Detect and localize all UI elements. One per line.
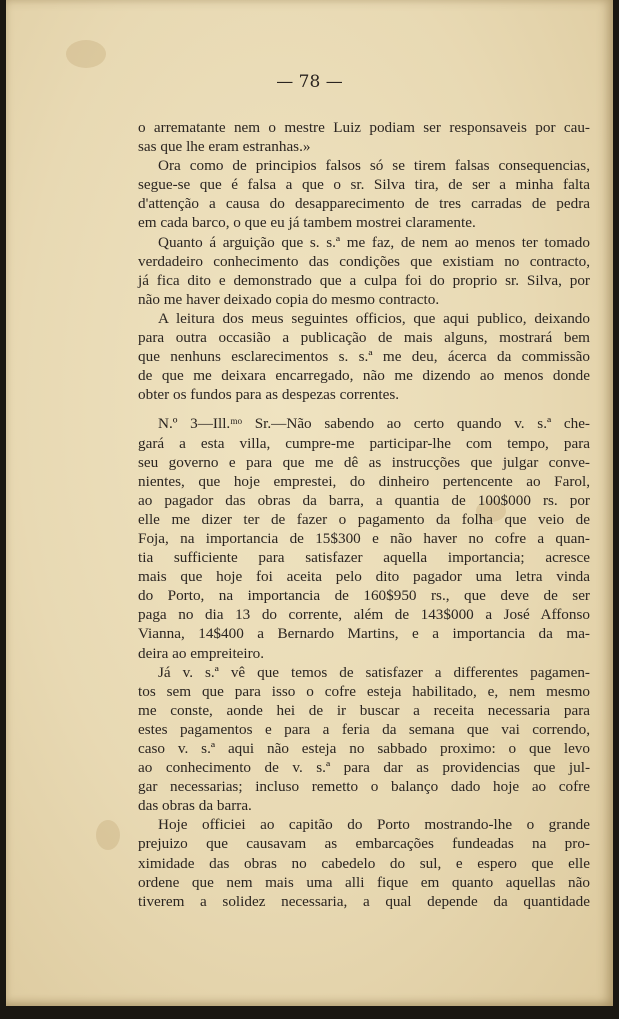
paragraph <box>138 815 590 910</box>
text-line: elle me dizer ter de fazer o pagamento da folha que veio de <box>138 510 590 528</box>
text-line: Foja, na importancia de 15$300 e não haver no cofre a quan- <box>138 529 590 547</box>
text-line: das obras da barra. <box>138 797 252 815</box>
paper-stain <box>96 820 120 850</box>
text-line: estes pagamentos e para a feria da semana que vai correndo, <box>138 720 590 738</box>
text-line: ao pagador das obras da barra, a quantia de 100$000 rs. por <box>138 491 590 509</box>
text-line: sas que lhe eram estranhas.» <box>138 138 311 156</box>
text-line: mais que hoje foi aceita pelo dito pagador uma letra vinda <box>138 568 590 586</box>
text-line: N.º 3—Ill.ᵐᵒ Sr.—Não sabendo ao certo quando v. s.ª che- <box>158 415 590 433</box>
text-line: seu governo e para que me dê as instrucções que julgar conve- <box>138 453 590 471</box>
paragraph <box>138 414 590 662</box>
text-line: Hoje officiei ao capitão do Porto mostrando-lhe o grande <box>158 816 590 834</box>
text-line: prejuizo que causavam as embarcações fundeadas na pro- <box>138 835 590 853</box>
text-line: o arrematante nem o mestre Luiz podiam ser responsaveis por cau- <box>138 119 590 136</box>
text-line: Quanto á arguição que s. s.ª me faz, de nem ao menos ter tomado <box>158 233 590 251</box>
text-line: Ora como de principios falsos só se tirem falsas consequencias, <box>158 157 590 175</box>
text-line: verdadeiro conhecimento das condições que existiam no contracto, <box>138 252 590 270</box>
text-line: gará a esta villa, cumpre-me participar-lhe com tempo, para <box>138 434 590 452</box>
text-line: caso v. s.ª aqui não esteja no sabbado proximo: o que levo <box>138 740 590 757</box>
text-line: nientes, que hoje emprestei, do dinheiro pertencente ao Farol, <box>138 472 590 490</box>
text-line: ao conhecimento de v. s.ª para dar as providencias que jul- <box>138 759 590 777</box>
text-line: Vianna, 14$400 a Bernardo Martins, e a importancia da ma- <box>138 625 590 643</box>
paragraph <box>138 156 590 232</box>
page-number: — 78 — <box>276 72 343 92</box>
text-line: paga no dia 13 do corrente, além de 143$000 a José Affonso <box>138 606 590 624</box>
text-line: não me haver deixado copia do mesmo contracto. <box>138 290 440 308</box>
paragraph <box>138 118 590 156</box>
text-line: já fica dito e demonstrado que a culpa foi do proprio sr. Silva, por <box>138 271 590 289</box>
text-line: gar necessarias; incluso remetto o balanço dado hoje ao cofre <box>138 778 590 796</box>
section-gap <box>138 404 590 414</box>
text-line: que nenhuns esclarecimentos s. s.ª me deu, ácerca da commissão <box>138 348 590 366</box>
text-line: para outra occasião a publicação de mais alguns, mostrará bem <box>138 329 590 347</box>
text-line: tiverem a solidez necessaria, a qual depende da quantidade <box>138 892 590 910</box>
paragraph <box>138 309 590 404</box>
text-line: em cada barco, o que eu já tambem mostrei claramente. <box>138 214 476 232</box>
text-line: tos sem que para isso o cofre esteja habilitado, e, nem mesmo <box>138 682 590 700</box>
paragraph <box>138 233 590 309</box>
text-line: segue-se que é falsa a que o sr. Silva tira, de ser a minha falta <box>138 176 590 194</box>
text-line: do Porto, na importancia de 160$950 rs., que deve de ser <box>138 587 590 605</box>
text-line: ximidade das obras no cabedelo do sul, e espero que elle <box>138 854 590 872</box>
body-text <box>138 118 590 911</box>
paragraph <box>138 663 590 816</box>
text-line: ordene que nem mais uma alli fique em quanto aquellas não <box>138 873 590 891</box>
text-line: deira ao empreiteiro. <box>138 644 265 662</box>
text-line: Já v. s.ª vê que temos de satisfazer a differentes pagamen- <box>158 663 590 681</box>
paper-stain <box>66 40 106 68</box>
text-line: tia sufficiente para satisfazer aquella importancia; acresce <box>138 549 590 567</box>
text-line: d'attenção a causa do desapparecimento de tres carradas de pedra <box>138 195 590 213</box>
text-line: A leitura dos meus seguintes officios, que aqui publico, deixando <box>158 309 590 327</box>
text-line: me conste, aonde hei de ir buscar a receita necessaria para <box>138 701 590 719</box>
text-line: de que me deixara encarregado, não me dizendo ao menos donde <box>138 367 590 385</box>
text-line: obter os fundos para as despezas correntes. <box>138 386 400 404</box>
